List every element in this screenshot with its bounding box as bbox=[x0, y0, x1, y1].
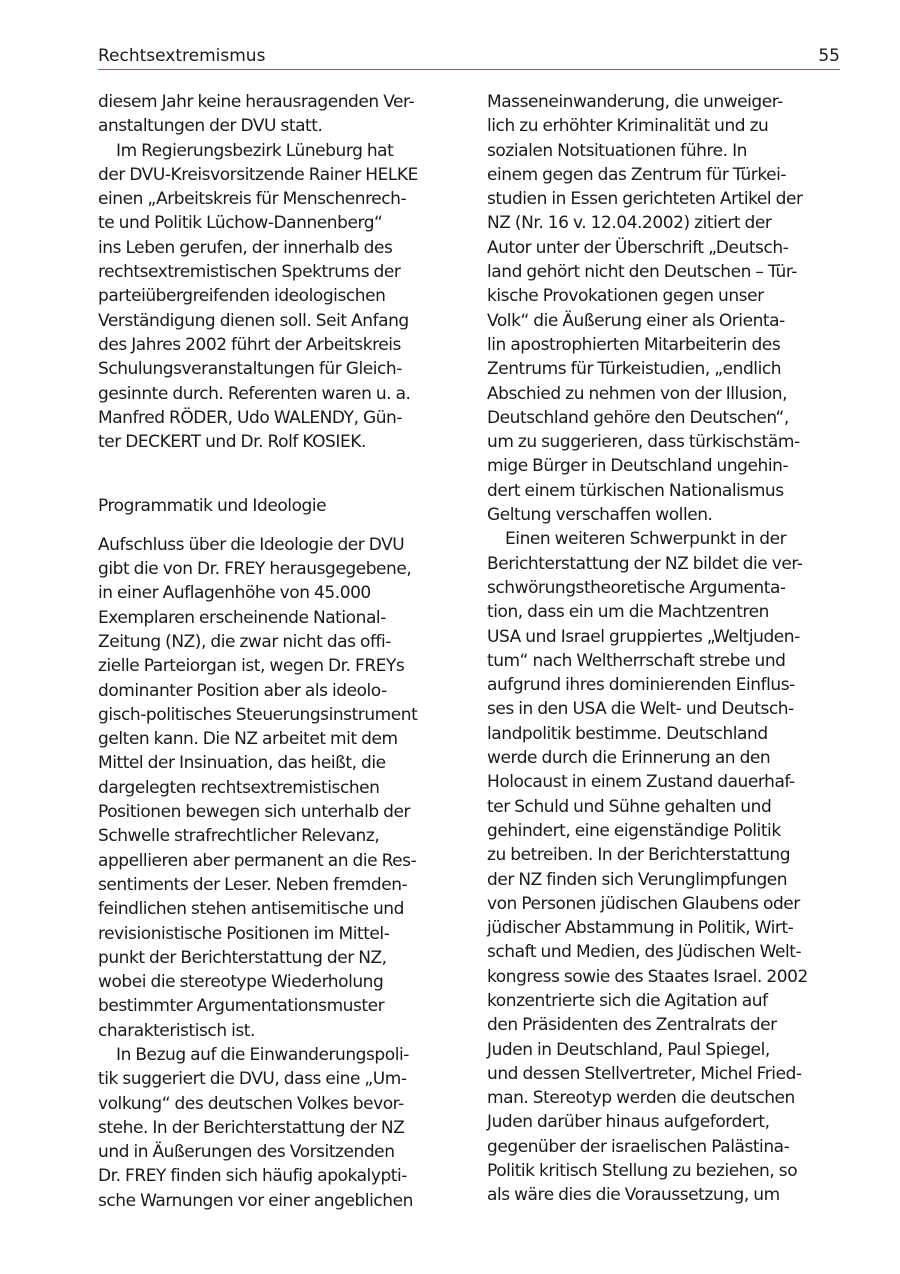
text-line: In Bezug auf die Einwanderungspoli- bbox=[116, 1044, 409, 1065]
text-line: studien in Essen gerichteten Artikel der bbox=[487, 189, 803, 210]
text-line: wobei die stereotype Wiederholung bbox=[98, 972, 384, 993]
paragraph bbox=[487, 527, 843, 1207]
text-line: Abschied zu nehmen von der Illusion, bbox=[487, 383, 788, 404]
text-line: Im Regierungsbezirk Lüneburg hat bbox=[116, 140, 394, 161]
paragraph bbox=[98, 1043, 454, 1213]
text-line: als wäre dies die Voraussetzung, um bbox=[487, 1185, 780, 1206]
text-line: Geltung verschaffen wollen. bbox=[487, 505, 713, 526]
left-column bbox=[98, 90, 454, 1213]
text-line: gisch-politisches Steuerungsinstrument bbox=[98, 704, 418, 725]
text-line: man. Stereotyp werden die deutschen bbox=[487, 1088, 795, 1109]
text-line: Manfred RÖDER, Udo WALENDY, Gün- bbox=[98, 407, 403, 428]
text-line: Positionen bewegen sich unterhalb der bbox=[98, 802, 411, 823]
paragraph bbox=[487, 90, 843, 527]
text-line: gesinnte durch. Referenten waren u. a. bbox=[98, 383, 411, 404]
text-line: Autor unter der Überschrift „Deutsch- bbox=[487, 237, 789, 258]
text-line: gegenüber der israelischen Palästina- bbox=[487, 1136, 790, 1157]
text-line: appellieren aber permanent an die Res- bbox=[98, 850, 417, 871]
text-line: schaft und Medien, des Jüdischen Welt- bbox=[487, 942, 802, 963]
text-line: zielle Parteiorgan ist, wegen Dr. FREYs bbox=[98, 656, 405, 677]
text-line: parteiübergreifenden ideologischen bbox=[98, 286, 386, 307]
text-line: landpolitik bestimme. Deutschland bbox=[487, 723, 768, 744]
text-line: Holocaust in einem Zustand dauerhaf- bbox=[487, 772, 795, 793]
text-line: volkung“ des deutschen Volkes bevor- bbox=[98, 1093, 404, 1114]
text-line: te und Politik Lüchow-Dannenberg“ bbox=[98, 213, 383, 234]
text-line: sche Warnungen vor einer angeblichen bbox=[98, 1190, 413, 1211]
running-header bbox=[98, 44, 840, 68]
text-line: land gehört nicht den Deutschen – Tür- bbox=[487, 262, 797, 283]
text-line: Verständigung dienen soll. Seit Anfang bbox=[98, 310, 409, 331]
text-line: von Personen jüdischen Glaubens oder bbox=[487, 893, 800, 914]
text-line: der DVU-Kreisvorsitzende Rainer HELKE bbox=[98, 164, 418, 185]
text-line: ins Leben gerufen, der innerhalb des bbox=[98, 237, 393, 258]
text-line: in einer Auflagenhöhe von 45.000 bbox=[98, 583, 371, 604]
text-line: anstaltungen der DVU statt. bbox=[98, 116, 323, 137]
section-heading: Programmatik und Ideologie bbox=[98, 496, 327, 517]
text-line: sentiments der Leser. Neben fremden- bbox=[98, 874, 408, 895]
text-line: Berichterstattung der NZ bildet die ver- bbox=[487, 553, 803, 574]
paragraph bbox=[98, 533, 454, 1043]
text-line: Zeitung (NZ), die zwar nicht das offi- bbox=[98, 631, 391, 652]
text-line: werde durch die Erinnerung an den bbox=[487, 748, 771, 769]
text-line: um zu suggerieren, dass türkischstäm- bbox=[487, 432, 800, 453]
text-line: Schulungsveranstaltungen für Gleich- bbox=[98, 359, 402, 380]
text-line: dargelegten rechtsextremistischen bbox=[98, 777, 380, 798]
right-column bbox=[487, 90, 843, 1208]
text-line: punkt der Berichterstattung der NZ, bbox=[98, 947, 387, 968]
paragraph bbox=[98, 139, 454, 455]
text-line: lin apostrophierten Mitarbeiterin des bbox=[487, 334, 781, 355]
text-line: kische Provokationen gegen unser bbox=[487, 286, 764, 307]
text-line: Zentrums für Türkeistudien, „endlich bbox=[487, 359, 782, 380]
text-line: tion, dass ein um die Machtzentren bbox=[487, 602, 769, 623]
text-line: ter DECKERT und Dr. Rolf KOSIEK. bbox=[98, 432, 366, 453]
text-line: tum“ nach Weltherrschaft strebe und bbox=[487, 650, 786, 671]
text-line: Volk“ die Äußerung einer als Orienta- bbox=[487, 310, 785, 331]
text-line: bestimmter Argumentationsmuster bbox=[98, 996, 385, 1017]
text-line: und in Äußerungen des Vorsitzenden bbox=[98, 1142, 395, 1163]
text-line: Mittel der Insinuation, das heißt, die bbox=[98, 753, 386, 774]
text-line: des Jahres 2002 führt der Arbeitskreis bbox=[98, 334, 401, 355]
text-line: NZ (Nr. 16 v. 12.04.2002) zitiert der bbox=[487, 213, 772, 234]
text-line: gibt die von Dr. FREY herausgegebene, bbox=[98, 559, 412, 580]
text-line: diesem Jahr keine herausragenden Ver- bbox=[98, 92, 415, 112]
text-line: dert einem türkischen Nationalismus bbox=[487, 480, 784, 501]
text-line: dominanter Position aber als ideolo- bbox=[98, 680, 387, 701]
text-line: feindlichen stehen antisemitische und bbox=[98, 899, 404, 920]
text-line: konzentrierte sich die Agitation auf bbox=[487, 990, 768, 1011]
text-line: rechtsextremistischen Spektrums der bbox=[98, 262, 401, 283]
paragraph bbox=[98, 90, 454, 139]
text-line: einen „Arbeitskreis für Menschenrech- bbox=[98, 189, 407, 210]
text-line: stehe. In der Berichterstattung der NZ bbox=[98, 1117, 405, 1138]
text-line: gelten kann. Die NZ arbeitet mit dem bbox=[98, 729, 398, 750]
text-line: ses in den USA die Welt- und Deutsch- bbox=[487, 699, 794, 720]
text-line: Exemplaren erscheinende National- bbox=[98, 607, 386, 628]
text-line: Juden in Deutschland, Paul Spiegel, bbox=[487, 1039, 770, 1060]
text-line: Masseneinwanderung, die unweiger- bbox=[487, 92, 783, 112]
text-line: ter Schuld und Sühne gehalten und bbox=[487, 796, 772, 817]
text-line: charakteristisch ist. bbox=[98, 1020, 255, 1041]
text-line: Dr. FREY finden sich häufig apokalypti- bbox=[98, 1166, 407, 1187]
section-spacer bbox=[98, 454, 454, 494]
text-line: einem gegen das Zentrum für Türkei- bbox=[487, 164, 787, 185]
text-line: zu betreiben. In der Berichterstattung bbox=[487, 845, 791, 866]
text-line: den Präsidenten des Zentralrats der bbox=[487, 1015, 777, 1036]
text-line: Schwelle strafrechtlicher Relevanz, bbox=[98, 826, 380, 847]
text-line: mige Bürger in Deutschland ungehin- bbox=[487, 456, 789, 477]
text-line: sozialen Notsituationen führe. In bbox=[487, 140, 747, 161]
text-line: lich zu erhöhter Kriminalität und zu bbox=[487, 116, 769, 137]
section-title: Rechtsextremismus bbox=[98, 46, 266, 66]
header-rule bbox=[98, 69, 840, 70]
text-line: tik suggeriert die DVU, dass eine „Um- bbox=[98, 1069, 407, 1090]
text-line: revisionistische Positionen im Mittel- bbox=[98, 923, 390, 944]
text-line: jüdischer Abstammung in Politik, Wirt- bbox=[487, 918, 794, 939]
text-line: Politik kritisch Stellung zu beziehen, so bbox=[487, 1161, 798, 1182]
page-number: 55 bbox=[818, 46, 840, 66]
text-line: Juden darüber hinaus aufgefordert, bbox=[487, 1112, 770, 1133]
text-line: der NZ finden sich Verunglimpfungen bbox=[487, 869, 788, 890]
text-line: und dessen Stellvertreter, Michel Fried- bbox=[487, 1063, 802, 1084]
text-line: Einen weiteren Schwerpunkt in der bbox=[505, 529, 787, 550]
text-line: schwörungstheoretische Argumenta- bbox=[487, 577, 786, 598]
text-line: kongress sowie des Staates Israel. 2002 bbox=[487, 966, 808, 987]
text-line: gehindert, eine eigenständige Politik bbox=[487, 820, 781, 841]
text-line: aufgrund ihres dominierenden Einflus- bbox=[487, 675, 795, 696]
text-line: USA und Israel gruppiertes „Weltjuden- bbox=[487, 626, 800, 647]
text-line: Deutschland gehöre den Deutschen“, bbox=[487, 407, 789, 428]
text-line: Aufschluss über die Ideologie der DVU bbox=[98, 534, 405, 555]
